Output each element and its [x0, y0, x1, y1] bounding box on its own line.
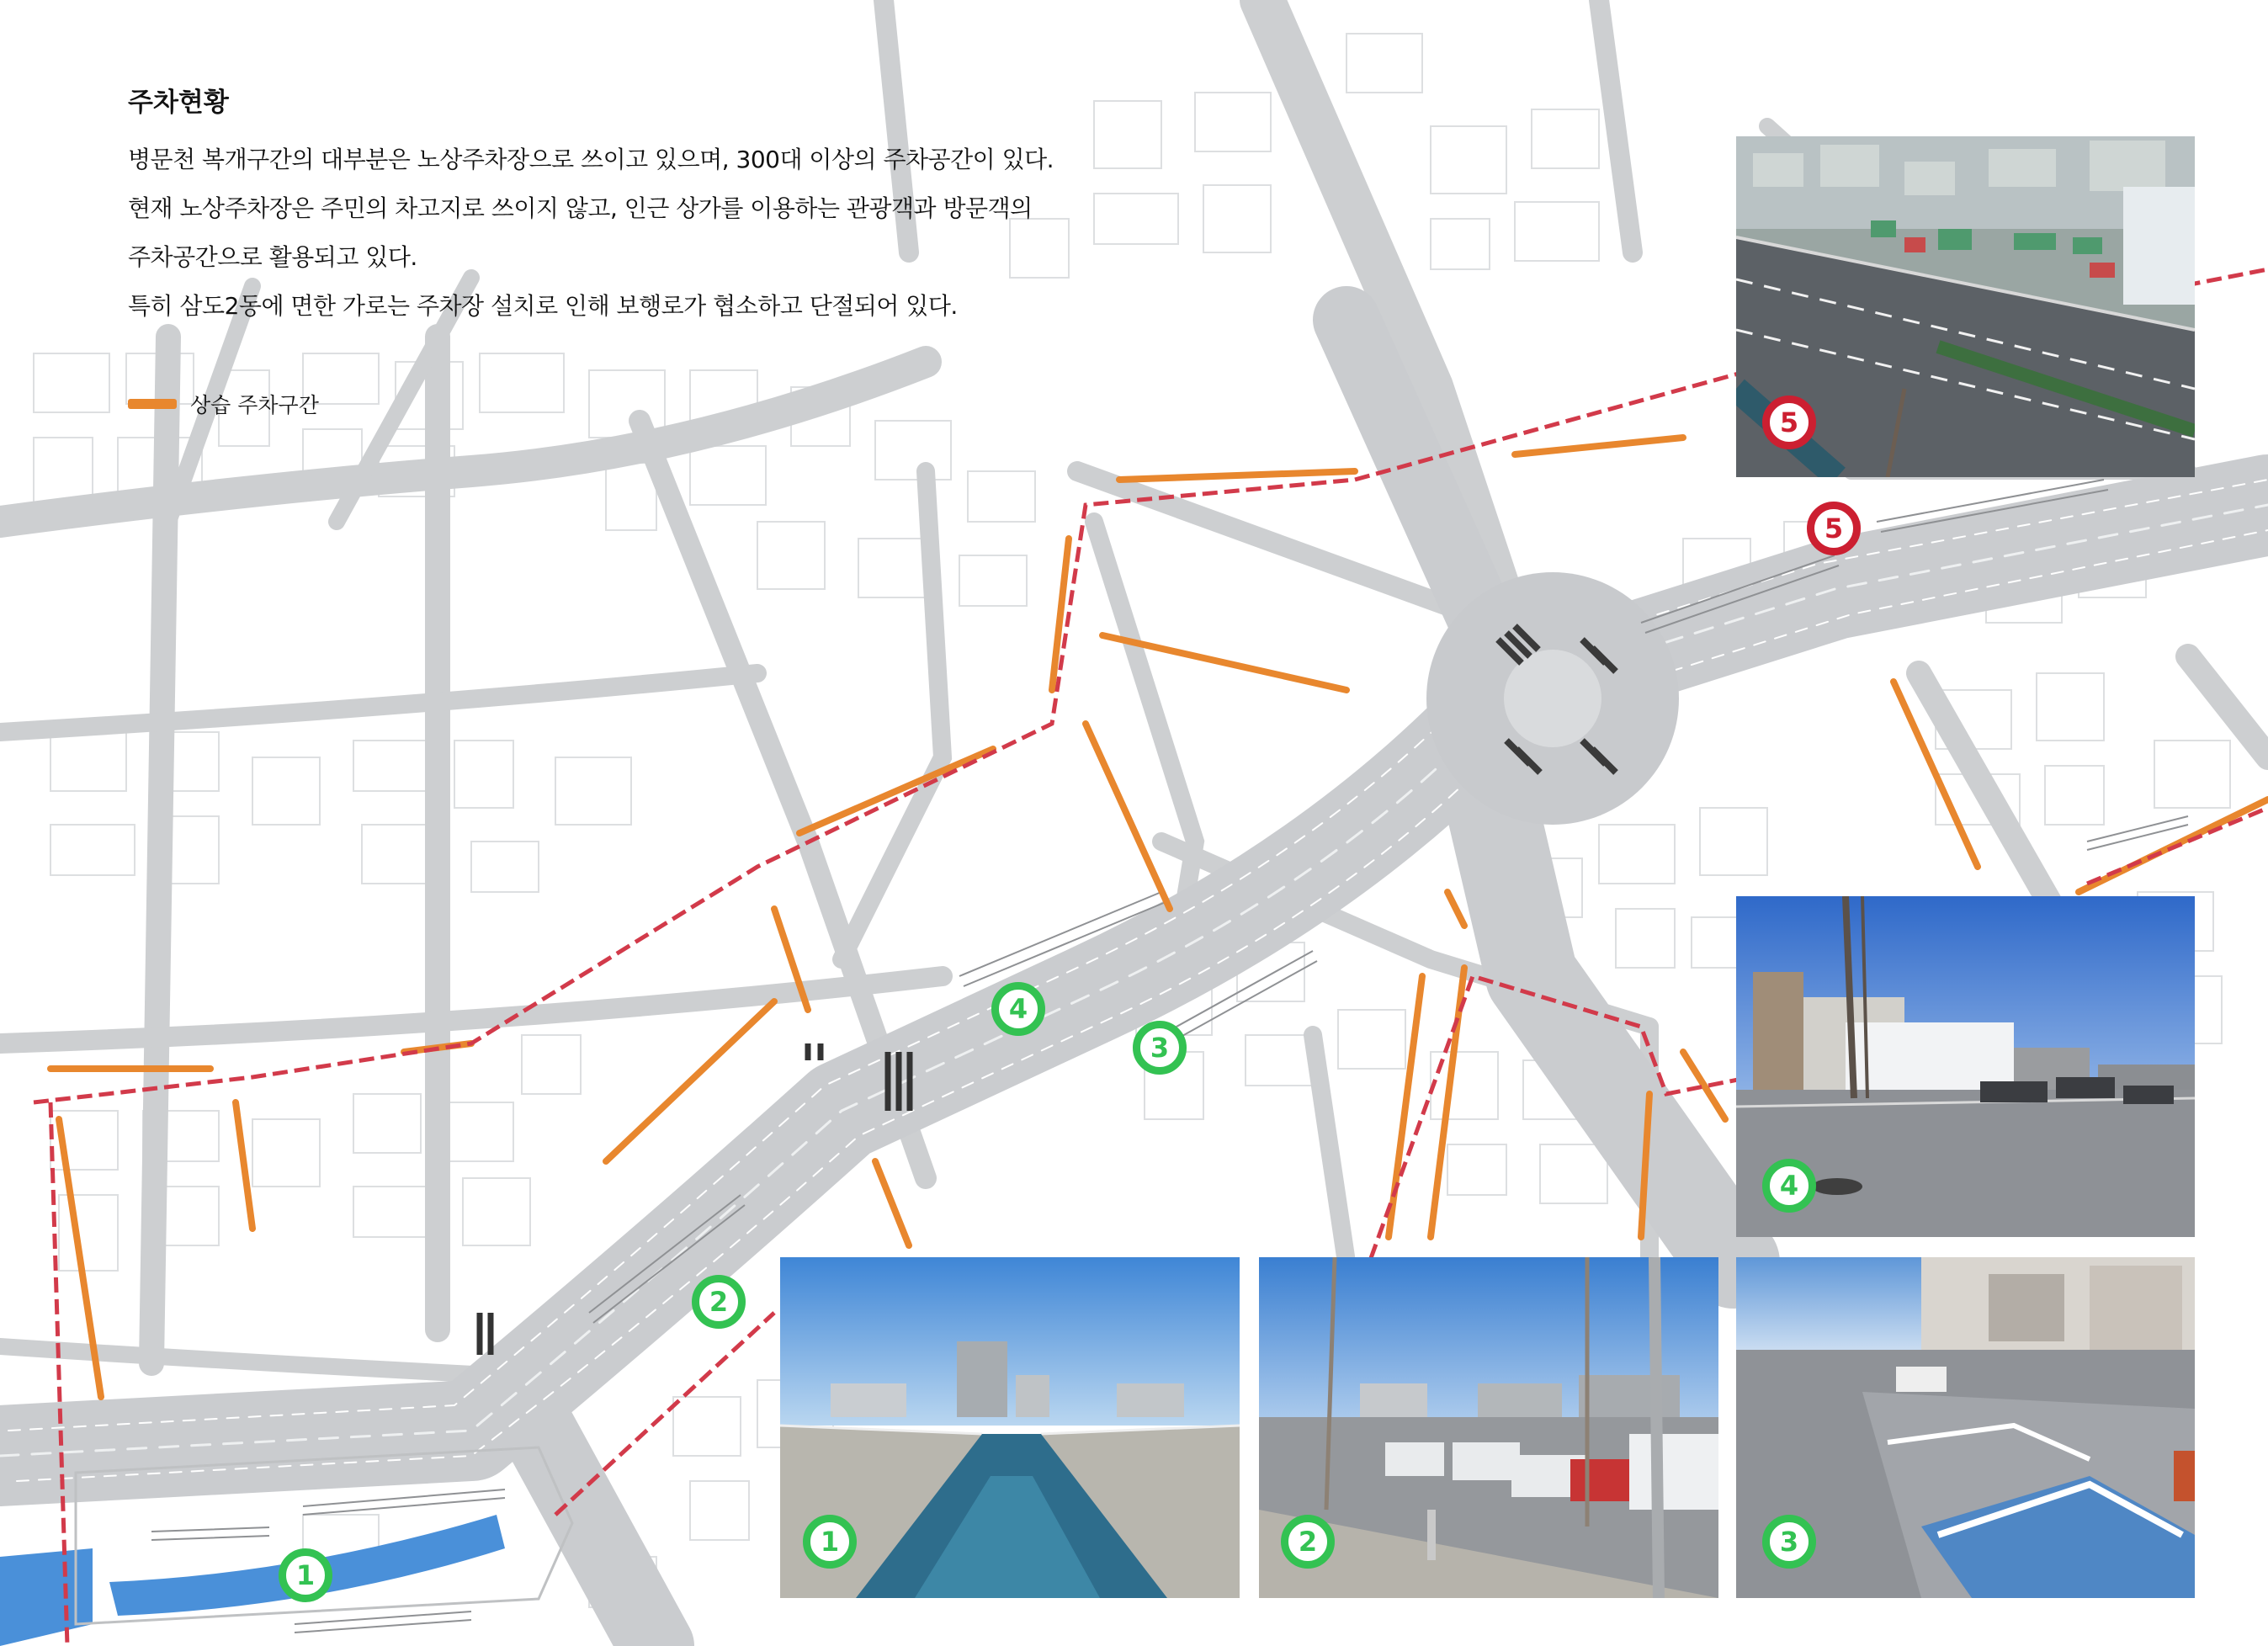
photo-1-badge: 1	[803, 1515, 857, 1569]
description-line-3: 주차공간으로 활용되고 있다.	[128, 243, 417, 271]
photo-4[interactable]	[1736, 896, 2195, 1237]
description	[128, 135, 1306, 331]
map-marker-2[interactable]: 2	[692, 1275, 746, 1329]
legend-label: 상습 주차구간	[190, 393, 319, 417]
description-line-1: 병문천 복개구간의 대부분은 노상주차장으로 쓰이고 있으며, 300대 이상의 주차공간이 있다.	[128, 146, 1054, 173]
map-marker-4[interactable]: 4	[991, 982, 1045, 1036]
photo-2[interactable]	[1259, 1257, 1718, 1598]
photo-1[interactable]	[780, 1257, 1240, 1598]
map-legend	[128, 389, 319, 419]
photo-2-badge: 2	[1281, 1515, 1335, 1569]
map-marker-1[interactable]: 1	[279, 1548, 332, 1602]
page-title: 주차현황	[128, 88, 229, 118]
photo-5-badge: 5	[1762, 396, 1816, 449]
map-marker-3[interactable]: 3	[1133, 1021, 1187, 1075]
photo-3-badge: 3	[1762, 1515, 1816, 1569]
text-block	[128, 81, 1306, 331]
map-marker-5[interactable]: 5	[1807, 502, 1861, 555]
photo-4-badge: 4	[1762, 1159, 1816, 1213]
legend-swatch	[128, 399, 177, 409]
photo-5[interactable]	[1736, 136, 2195, 477]
description-line-4: 특히 삼도2동에 면한 가로는 주차장 설치로 인해 보행로가 협소하고 단절되어 있다.	[128, 292, 958, 320]
photo-3[interactable]	[1736, 1257, 2195, 1598]
roundabout	[1426, 572, 1679, 825]
description-line-2: 현재 노상주차장은 주민의 차고지로 쓰이지 않고, 인근 상가를 이용하는 관광객과 방문객의	[128, 194, 1033, 222]
